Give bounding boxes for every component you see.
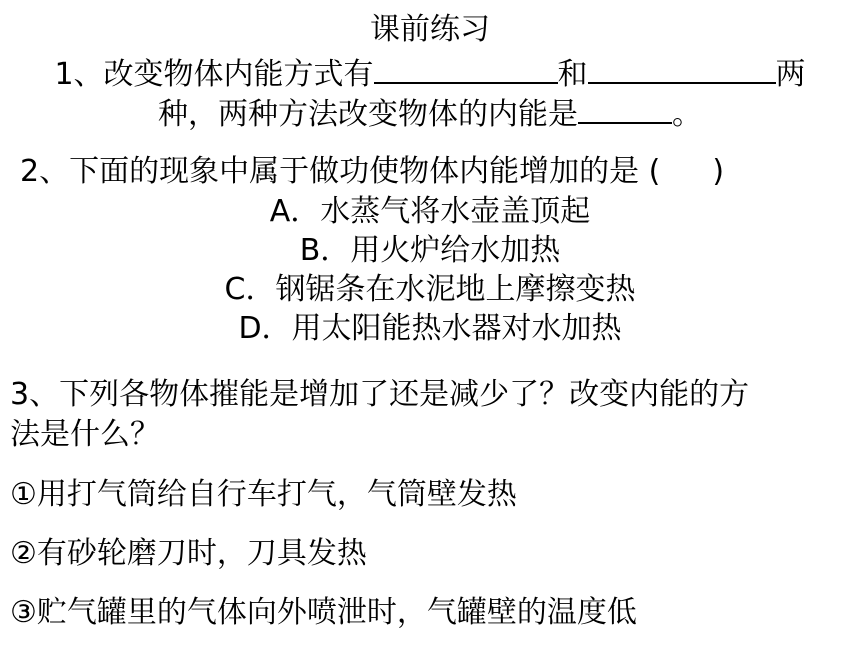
- option-a: A．水蒸气将水壶盖顶起: [269, 194, 591, 229]
- blank-2: [588, 56, 776, 84]
- option-b: B．用火炉给水加热: [299, 233, 561, 268]
- option-d: D．用太阳能热水器对水加热: [238, 311, 622, 346]
- question-2-text-b: ): [712, 154, 725, 189]
- question-1-text-d: 种，两种方法改变物体的内能是: [158, 97, 578, 132]
- page-title: 课前练习: [370, 12, 490, 47]
- question-2-text-a: 2、下面的现象中属于做功使物体内能增加的是 (: [20, 154, 661, 189]
- question-3-item-1: ①用打气筒给自行车打气，气筒壁发热: [10, 477, 517, 512]
- option-c: C．钢锯条在水泥地上摩擦变热: [224, 272, 636, 307]
- question-1-text-e: 。: [672, 97, 702, 132]
- question-1-line-1: [0, 56, 860, 93]
- question-1-text-c: 两: [775, 57, 806, 92]
- blank-3: [578, 96, 672, 124]
- question-3-stem-line-2: 法是什么？: [10, 417, 160, 452]
- blank-1: [374, 56, 558, 84]
- question-1-text-b: 和: [557, 57, 588, 92]
- question-2-stem: [20, 154, 724, 190]
- question-1-text-a: 1、改变物体内能方式有: [54, 57, 374, 92]
- question-3-item-2: ②有砂轮磨刀时，刀具发热: [10, 536, 367, 571]
- question-3-stem-line-1: 3、下列各物体摧能是增加了还是减少了？改变内能的方: [10, 377, 750, 412]
- question-3-item-3: ③贮气罐里的气体向外喷泄时，气罐壁的温度低: [10, 595, 637, 630]
- question-1-line-2: [0, 96, 860, 133]
